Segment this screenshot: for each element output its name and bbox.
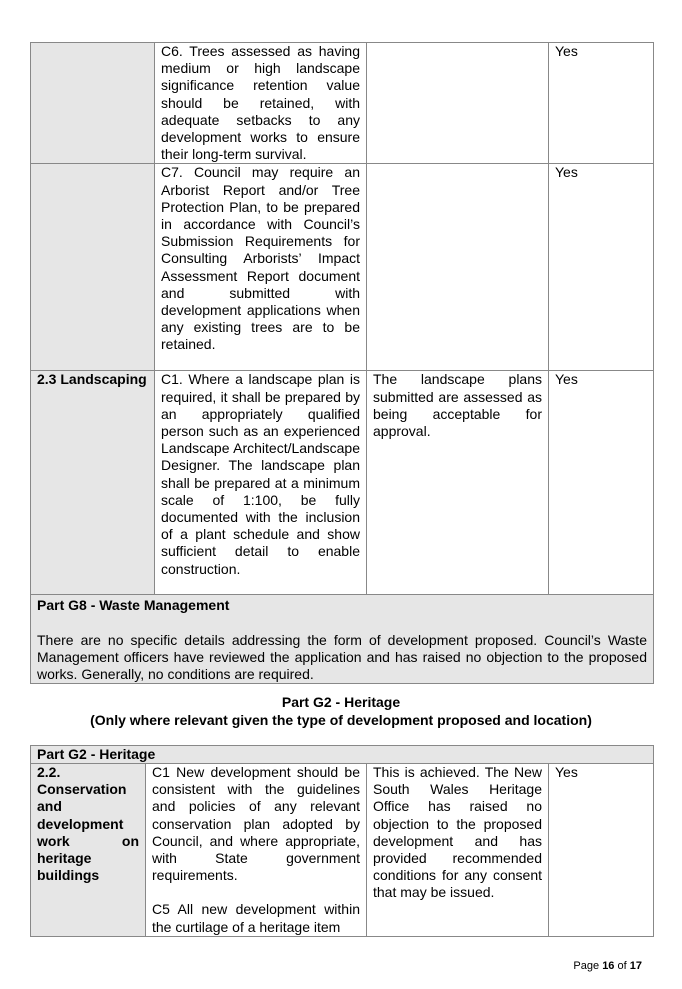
- heritage-title: Part G2 - Heritage: [281, 694, 401, 710]
- comment-cell: [367, 164, 549, 371]
- complies-cell: Yes: [549, 371, 654, 595]
- waste-management-cell: [31, 595, 654, 684]
- section-cell: 2.3 Landscaping: [31, 371, 155, 595]
- table-row: [31, 43, 654, 164]
- waste-heading: Part G8 - Waste Management: [37, 597, 230, 614]
- table-row: [31, 595, 654, 684]
- compliance-table-landscape: [30, 42, 654, 684]
- table-row: [31, 164, 654, 371]
- control-cell: C6. Trees assessed as having medium or high landscape significance retention value should be retained, with adequate setbacks to any development works to ensure their long-term survival.: [155, 43, 367, 164]
- table-header-row: [31, 746, 654, 764]
- control-c5: C5 All new development within the curtilage of a heritage item: [152, 901, 360, 935]
- control-c1: C1 New development should be consistent with the guidelines and policies of any relevant conservation plan adopted by Council, and where appropriate, with State government requirements.: [152, 764, 360, 884]
- waste-text: There are no specific details addressing the form of development proposed. Council’s Waste Management officers have reviewed the application and has raised no objection to the proposed works. Generally, no conditions are required.: [37, 631, 647, 683]
- page-number: Page 16 of 17: [573, 960, 642, 972]
- heritage-heading: [0, 694, 682, 729]
- table-row: [31, 764, 654, 937]
- complies-cell: Yes: [549, 43, 654, 164]
- comment-cell: The landscape plans submitted are assessed as being acceptable for approval.: [367, 371, 549, 595]
- table-row: [31, 371, 654, 595]
- heritage-subtitle: (Only where relevant given the type of development proposed and location): [90, 711, 592, 728]
- table-header: Part G2 - Heritage: [31, 746, 654, 764]
- control-cell: C1. Where a landscape plan is required, it shall be prepared by an appropriately qualified person such as an experienced Landscape Architect/Landscape Designer. The landscape plan shall be prepared at a minimum scale of 1:100, be fully documented with the inclusion of a plant schedule and show sufficient detail to enable construction.: [155, 371, 367, 595]
- complies-cell: Yes: [549, 764, 654, 937]
- complies-cell: Yes: [549, 164, 654, 371]
- control-cell: C7. Council may require an Arborist Report and/or Tree Protection Plan, to be prepared in accordance with Council’s Submission Requirements for Consulting Arborists’ Impact Assessment Report document and submitted with development applications when any existing trees are to be retained.: [155, 164, 367, 371]
- comment-cell: This is achieved. The New South Wales Heritage Office has raised no objection to the proposed development and has provided recommended conditions for any consent that may be issued.: [367, 764, 549, 937]
- section-cell: [31, 164, 155, 371]
- section-cell: 2.2. Conservation and development work on heritage buildings: [31, 764, 146, 937]
- compliance-table-heritage: [30, 745, 654, 937]
- section-cell: [31, 43, 155, 164]
- control-cell: [146, 764, 367, 937]
- comment-cell: [367, 43, 549, 164]
